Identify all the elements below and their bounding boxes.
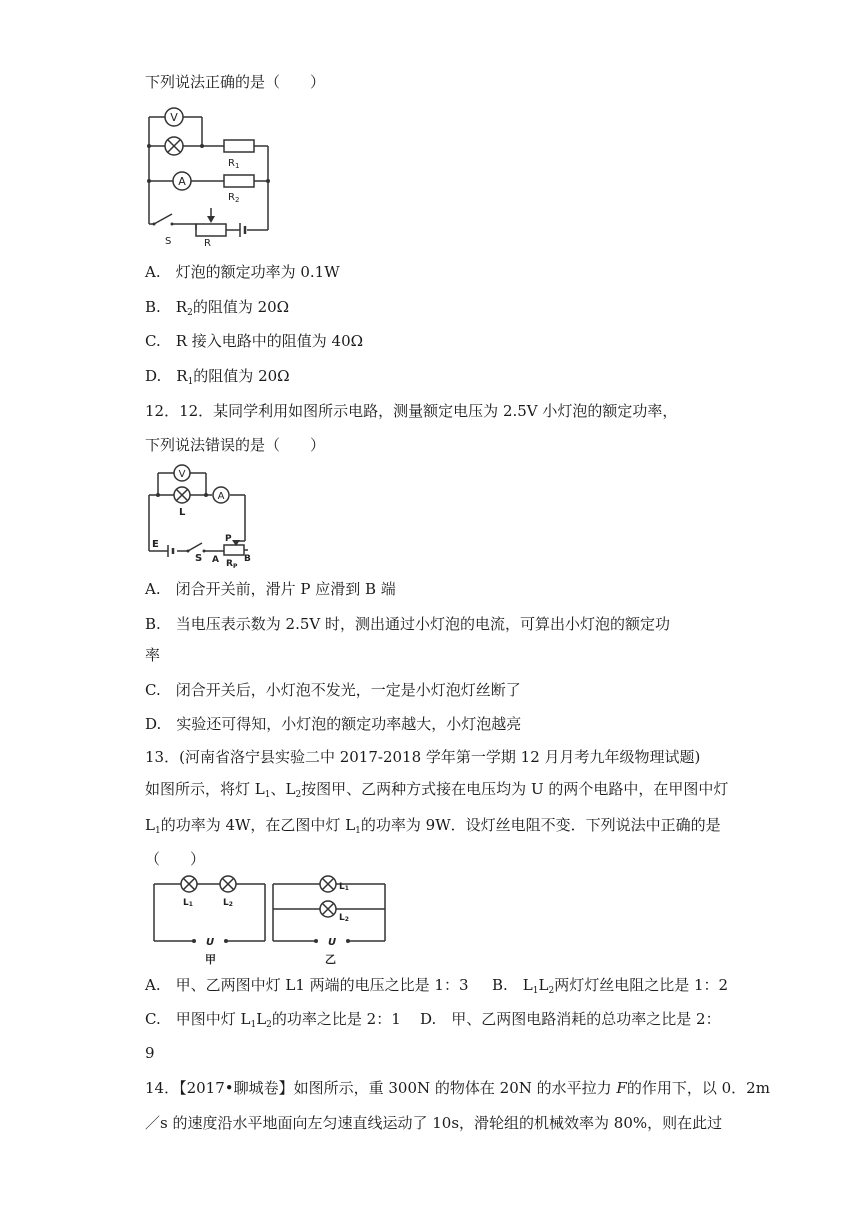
q13-source: 13．(河南省洛宁县实验二中 2017-2018 学年第一学期 12 月月考九年级物理试题): [145, 748, 701, 766]
jia-label: 甲: [205, 953, 216, 966]
q12-option-a: A. 闭合开关前，滑片 P 应滑到 B 端: [145, 580, 396, 598]
q13-stem-line2: $L_1$的功率为 4W，在乙图中灯 $L_1$的功率为 9W．设灯丝电阻不变．下列说法中正确的是: [145, 816, 721, 836]
q11-circuit-diagram: [140, 104, 275, 248]
lamp-label: L: [179, 507, 186, 518]
q11-option-a: A. 灯泡的额定功率为 0.1W: [145, 263, 340, 281]
yi-l2-label: L2: [339, 913, 349, 923]
q13-circuit-diagrams: [150, 875, 390, 967]
switch-label: S: [195, 553, 203, 564]
q13-option-b: B. $L_1L_2$两灯灯丝电阻之比是 1：2: [492, 976, 729, 996]
q11-stem: 下列说法正确的是（ ）: [145, 73, 326, 91]
r2-label: $R_2$: [228, 192, 240, 204]
q13-option-d-line2: 9: [145, 1044, 155, 1062]
yi-label: 乙: [325, 953, 336, 966]
q12-circuit-diagram: [144, 463, 254, 569]
q12-stem-line1: 12．12．某同学利用如图所示电路，测量额定电压为 2.5V 小灯泡的额定功率，: [145, 402, 678, 420]
q12-option-c: C. 闭合开关后，小灯泡不发光，一定是小灯泡灯丝断了: [145, 681, 521, 699]
end-b-label: B: [244, 554, 251, 564]
rheostat-label: R: [204, 238, 211, 248]
q12-stem-line2: 下列说法错误的是（ ）: [145, 436, 326, 454]
q12-option-d: D. 实验还可得知，小灯泡的额定功率越大，小灯泡越亮: [145, 715, 522, 733]
jia-u-label: U: [206, 937, 215, 948]
jia-l2-label: L2: [223, 898, 233, 908]
ammeter-label: A: [217, 491, 225, 502]
q13-option-c: C. 甲图中灯 $L_1L_2$的功率之比是 2：1: [145, 1010, 401, 1030]
end-a-label: A: [212, 555, 219, 565]
q11-option-c: C. R 接入电路中的阻值为 40Ω: [145, 332, 364, 350]
q12-option-b-line1: B. 当电压表示数为 2.5V 时，测出通过小灯泡的电流，可算出小灯泡的额定功: [145, 615, 671, 633]
voltmeter-label: V: [170, 111, 178, 124]
q11-option-b: B. $R_2$的阻值为 20Ω: [145, 298, 290, 318]
r1-label: $R_1$: [228, 158, 240, 170]
battery-label: E: [152, 539, 159, 550]
yi-l1-label: L1: [339, 882, 349, 892]
ammeter-label: A: [178, 175, 186, 188]
voltmeter-label: V: [178, 469, 186, 480]
q14-stem-line1: 14．【2017•聊城卷】如图所示，重 300N 的物体在 20N 的水平拉力 F的作用下，以 0．2m: [145, 1079, 770, 1097]
q12-option-b-line2: 率: [145, 646, 161, 664]
q13-stem-line3: （ ）: [145, 850, 206, 868]
q11-option-d: D. $R_1$的阻值为 20Ω: [145, 367, 290, 387]
yi-u-label: U: [328, 937, 337, 948]
slider-label: P: [225, 534, 232, 544]
q13-stem-line1: 如图所示，将灯 $L_1$、$L_2$按图甲、乙两种方式接在电压均为 U 的两个电路中，在甲图中灯: [145, 780, 729, 800]
switch-label: S: [165, 236, 172, 247]
q13-option-a: A. 甲、乙两图中灯 L1 两端的电压之比是 1：3: [145, 976, 469, 994]
q13-option-d: D. 甲、乙两图电路消耗的总功率之比是 2：: [420, 1010, 721, 1028]
q14-stem-line2: ／s 的速度沿水平地面向左匀速直线运动了 10s，滑轮组的机械效率为 80%，则在此过: [145, 1114, 723, 1132]
jia-l1-label: L1: [183, 898, 193, 908]
rheostat-label: $R_P$: [226, 559, 238, 569]
